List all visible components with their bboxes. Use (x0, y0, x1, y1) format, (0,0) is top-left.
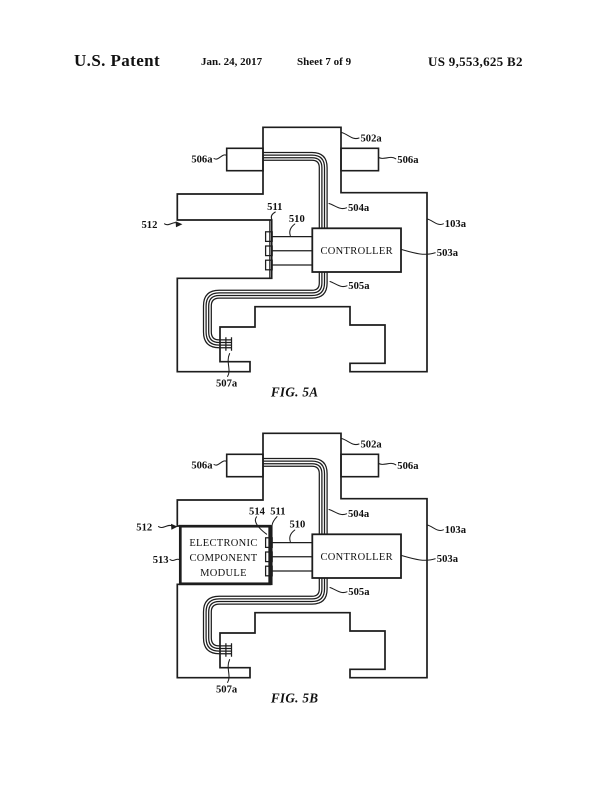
ref-label-510: 510 (289, 519, 306, 531)
leader-506a-left (214, 155, 227, 159)
leader-513 (170, 559, 180, 560)
leader-512 (159, 525, 173, 527)
ref-label-505a: 505a (348, 587, 370, 598)
module-label-line3: MODULE (200, 567, 247, 579)
leader-502a (342, 133, 360, 139)
leader-503a (402, 250, 436, 255)
controller-label: CONTROLLER (320, 551, 393, 563)
ref-label-503a: 503a (436, 248, 458, 259)
controller-label: CONTROLLER (320, 245, 393, 257)
leader-510 (290, 530, 295, 542)
leader-504a (329, 510, 347, 515)
wires-510 (272, 237, 312, 265)
leader-512 (165, 223, 178, 225)
ref-label-504a: 504a (348, 509, 370, 520)
leader-504a (329, 204, 347, 209)
figure-5b-drawing (130, 421, 480, 711)
ref-label-505a: 505a (348, 281, 370, 292)
leader-507a (228, 354, 230, 377)
leader-506a-left (214, 461, 227, 465)
ref-label-512: 512 (136, 522, 153, 534)
ref-label-511: 511 (270, 506, 286, 518)
patent-header-date: Jan. 24, 2017 (201, 56, 263, 68)
ref-label-502a: 502a (360, 133, 382, 145)
leader-505a (330, 588, 347, 593)
left-tab-506a (227, 454, 263, 476)
ref-label-511: 511 (267, 202, 283, 213)
figure-caption-5b: FIG. 5B (270, 690, 319, 706)
figure-5a-drawing (130, 115, 480, 405)
patent-header-sheet: Sheet 7 of 9 (297, 56, 352, 68)
leader-511 (272, 517, 277, 526)
leader-510 (290, 224, 295, 236)
ref-label-507a: 507a (216, 378, 238, 390)
leader-503a (402, 556, 436, 561)
right-tab-506a (341, 454, 379, 476)
patent-header-number: US 9,553,625 B2 (428, 54, 523, 69)
right-tab-506a (341, 148, 379, 170)
leader-103a (427, 219, 443, 224)
wires-510 (272, 543, 312, 571)
ref-label-504a: 504a (348, 203, 370, 214)
ref-label-506a-right: 506a (397, 154, 419, 166)
leader-502a (342, 439, 360, 445)
module-label-line1: ELECTRONIC (189, 537, 258, 549)
leader-507a (228, 660, 230, 683)
cable-bundle-505a (204, 578, 328, 657)
figure-caption-5a: FIG. 5A (270, 384, 319, 400)
leader-506a-right (379, 463, 396, 464)
ref-label-510: 510 (288, 213, 305, 225)
cable-end-terminal-507a (226, 337, 232, 351)
leader-511 (271, 212, 275, 219)
ref-label-512: 512 (141, 220, 158, 231)
ref-label-103a: 103a (444, 219, 466, 231)
ref-label-506a-right: 506a (397, 460, 419, 472)
leader-506a-right (379, 157, 396, 158)
left-tab-506a (227, 148, 263, 170)
cable-end-terminal-507a (226, 643, 232, 657)
ref-label-506a-left: 506a (191, 154, 213, 166)
ref-label-507a: 507a (216, 684, 238, 696)
ref-label-513: 513 (152, 554, 169, 566)
ref-label-503a: 503a (436, 554, 458, 565)
electronic-component-module (180, 526, 269, 584)
ref-label-103a: 103a (444, 525, 466, 537)
arrowhead-512 (176, 221, 183, 227)
ref-label-506a-left: 506a (191, 460, 213, 472)
patent-header-title: U.S. Patent (74, 51, 161, 70)
cable-bundle-505a (204, 272, 328, 351)
module-label-line2: COMPONENT (189, 552, 258, 564)
leader-505a (330, 282, 347, 287)
leader-103a (427, 525, 443, 530)
ref-label-514: 514 (249, 506, 265, 518)
ref-label-502a: 502a (360, 439, 382, 451)
